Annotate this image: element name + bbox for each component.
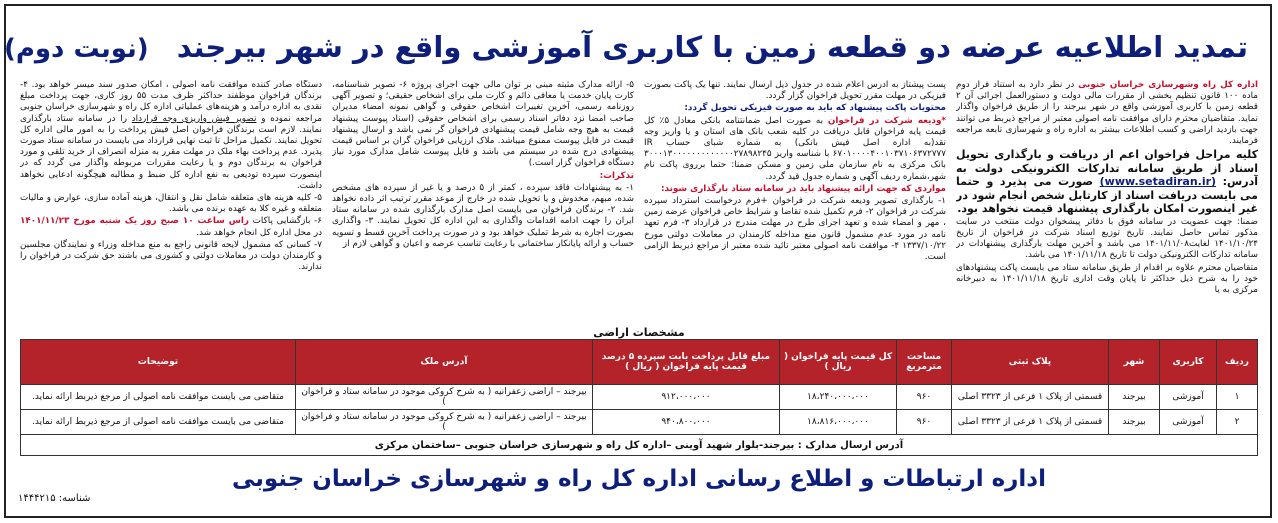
org-name: اداره کل راه وشهرسازی خراسان جنوبی	[1078, 80, 1258, 90]
table-cell: ۹۱۲،۰۰۰،۰۰۰	[593, 385, 780, 410]
table-cell: ۱	[1217, 385, 1258, 410]
upload-heading: مواردی که جهت ارائه پیشنهاد باید در سامانه ستاد بارگذاری شوند:	[661, 183, 946, 194]
col2-post: پست پیشتاز به آدرس اعلام شده در جدول ذیل ارسال نمایند. تنها یک پاکت بصورت فیزیکی در مهلت مقرر تحویل فراخوان گزار گردد.	[644, 80, 946, 102]
col4-p1: دستگاه صادر کننده موافقت نامه اصولی ، امکان صدور سند میسر خواهد بود. ۴- برندگان فراخوان موظفند حداکثر ظرف مدت ۵۵ روز کاری، جهت پرداخت مبلغ نقدی به اداره درآمد و هزینه‌های عملیاتی اداره کل راه و شهرسازی خراسان جنوبی مراجعه نموده و	[20, 80, 322, 124]
table-title: مشخصات اراضی	[593, 326, 685, 339]
deposit-text: به صورت اصل ضمانتنامه بانکی معادل ۵٪ کل قیمت پایه فراخوان قابل دریافت در کلیه شعب بانک های استان و یا واریز وجه نقد(به اداره اصل فیش بانکی) به شماره شبای حساب IR ۶۷۰۱۰۰۰۰۴۰۰۱۰۳۷۱۰۶۳۷۲۷۷۷ با شناسه واریز ۳۰۰۰۱۳۰۰۰۰۰۰۰۰۰۰۰۰۰۲۷۸۹۸۲۴۵ بانک مرکزی به نام سازمان ملی زمین و مسکن ضمنا: حتما برروی پاکت نام شهر،شماره ردیف آگهی و شماره جدول قید گردد.	[644, 115, 946, 182]
col3-docs: ۵- ارائه مدارک مثبته مبنی بر توان مالی جهت اجرای پروژه ۶- تصویر شناسنامه، کارت پایان خدمت یا معافی دائم و کارت ملی برای اشخاص حقیقی؛ و تصویر آگهی روزنامه رسمی، آخرین تغییرات اشخاص حقوقی و گواهی نمونه امضاء مدیران صاحب امضا نزد دفاتر اسناد رسمی برای اشخاص حقوقی (اسناد پیوست پیشنهاد قیمت به هیچ وجه شامل قیمت پیشنهادی فراخوان گر نمی باشد و ارسال پیشنهاد قیمت در فایل پیوست ممنوع میباشد. ملاک ارزیابی فراخوان گران بر اساس قیمت پیشنهادی درج شده در سیستم می باشد و فایل پیوست شامل مدارک مورد نیاز دستگاه فراخوان گزار است.)	[332, 80, 634, 169]
table-cell: ۹۴۰،۸۰۰،۰۰۰	[593, 410, 780, 435]
submission-address: آدرس ارسال مدارک : بیرجند-بلوار شهید آوینی –اداره کل راه و شهرسازی خراسان جنوبی –ساختمان مرکزی	[21, 435, 1258, 456]
col4-opening-pre: ۶- بازگشایی پاکات	[252, 216, 322, 227]
col-header: توضیحات	[21, 340, 296, 385]
table-row	[21, 385, 1258, 410]
ad-title	[4, 30, 1248, 64]
col2-contents-heading: محتویات پاکت پیشنهاد که باید به صورت فیزیکی تحویل گردد:	[684, 103, 946, 114]
col-header: مساحت مترمربع	[897, 340, 952, 385]
table-cell: بیرجند – اراضی زعفرانیه ( به شرح کروکی موجود در سامانه ستاد و فراخوان )	[296, 385, 593, 410]
notes-text: ۱- به پیشنهادات فاقد سپرده ، کمتر از ۵ درصد و یا غیر از سپرده های مشخص شده، مبهم، مخدوش و یا تحویل شده در خارج از موعد مقرر ترتیب اثر داده نخواهد شد. ۲- برندگان فراخوان می بایست اصل مدارک بارگذاری شده در سامانه ستاد ایران را جهت ادامه اقدامات واگذاری به این اداره کل تحویل نمایند. ۳- واگذاری بصورت اجاره به شرط تملیک خواهد بود و در صورت پرداخت آخرین قسط و تسویه حساب و ارائه پایانکار ساختمانی با رعایت تناسب عرصه و اعیان و گواهی لازم از	[332, 182, 634, 249]
col-header: کاربری	[1160, 340, 1217, 385]
notes-heading: تذکرات:	[599, 170, 634, 181]
table-cell: قسمتی از پلاک ۱ فرعی از ۳۳۲۳ اصلی	[952, 385, 1109, 410]
table-row	[21, 410, 1258, 435]
col-header: پلاک ثبتی	[952, 340, 1109, 385]
col1-steps-heading: کلیه مراحل فراخوان اعم از دریافت و بارگذاری تحویل اسناد از طریق سامانه تدارکات الکترونیکی دولت به آدرس:	[956, 148, 1258, 189]
col4-p1b: را در سامانه ستاد بارگذاری نمایند. لازم است برندگان فراخوان اصل فیش پرداخت را به امور مالی اداره کل تحویل نمایند. تکمیل مراحل تا ثبت نهایی قرارداد می بایست در سامانه ستاد صورت پذیرد. عدم پرداخت بهاء ملک در مهلت مقرر به منزله انصراف از خرید تلقی و مورد فراخوان به برندگان دوم و یا رعایت مقررات مربوطه واگذار می گردد که در اینصورت سپرده تودیعی به نفع اداره کل ضبط و مطالبه هیچگونه ادعایی نخواهد داشت.	[20, 113, 322, 191]
setadiran-link[interactable]: (www.setadiran.ir)	[1099, 175, 1217, 189]
upload-items: ۱- بارگذاری تصویر ودیعه شرکت در فراخوان +فرم درخواست استرداد سپرده شرکت در فراخوان ۲- فرم تکمیل شده تقاضا و شرایط خاص فراخوان عرضه زمین ، مهر و امضاء شده و تعهد اجرای طرح در مهلت مندرج در قرارداد ۳- فرم تعهد نامه در مورد عدم مشمول قانون منع مداخله کارمندان در معاملات دولتی مورخ ۱۳۳۷/۱۰/۲۲ ۴- موافقت نامه اصولی معتبر تائید شده معتبر از مراجع ذیربط الزامی است.	[644, 196, 946, 263]
col4-costs: ۵- کلیه هزینه های متعلقه شامل نقل و انتقال، هزینه آماده سازی، عوارض و مالیات متعلقه و غیره کلا به عهده برنده می باشد.	[20, 193, 322, 215]
col-header: ردیف	[1217, 340, 1258, 385]
table-cell: متقاضی می بایست موافقت نامه اصولی از مرجع ذیربط ارائه نماید.	[21, 410, 296, 435]
column-4	[20, 80, 322, 322]
col1-delivery: متقاضیان محترم علاوه بر اقدام از طریق سامانه ستاد می بایست پاکت پیشنهادهای خود را به شرح ذیل حداکثر تا پایان وقت اداری تاریخ ۱۴۰۱/۱۱/۱۸ به دبیرخانه مرکزی به یا	[956, 262, 1258, 295]
table-cell: بیرجند	[1109, 385, 1160, 410]
col-header: شهر	[1109, 340, 1160, 385]
table-cell: متقاضی می بایست موافقت نامه اصولی از مرجع ذیربط ارائه نماید.	[21, 385, 296, 410]
column-2	[644, 80, 946, 322]
table-cell: ۲	[1217, 410, 1258, 435]
table-cell: ۹۶۰	[897, 385, 952, 410]
table-cell: قسمتی از پلاک ۱ فرعی از ۳۳۲۳ اصلی	[952, 410, 1109, 435]
col4-p1-underlined: تصویر فیش واریزی وجه قرارداد	[131, 113, 257, 124]
address-row	[21, 435, 1258, 456]
col-header: آدرس ملک	[296, 340, 593, 385]
table-header-row	[21, 340, 1258, 385]
col4-exclusion: ۷- کسانی که مشمول لایحه قانونی راجع به منع مداخله وزراء و نمایندگان مجلسین و کارمندان دولت در معاملات دولتی و کشوری می باشند حق شرکت در فراخوان را ندارند.	[20, 239, 322, 273]
table-cell: ۱۸،۲۴۰،۰۰۰،۰۰۰	[780, 385, 897, 410]
col1-steps-cont: صورت می پذیرد و حتما می بایست دریافت اسناد از کارتابل شخص انجام شود در غیر اینصورت امکان بارگذاری پیشنهاد قیمت نخواهد بود.	[956, 175, 1258, 216]
table-cell: آموزشی	[1160, 410, 1217, 435]
column-3	[332, 80, 634, 322]
col-header: کل قیمت پایه فراخوان ( ریال )	[780, 340, 897, 385]
col1-dates: ضمنا: جهت عضویت در سامانه فوق با دفاتر پیشخوان دولت منتخب در سایت مذکور تماس حاصل نمایند. تاریخ توزیع اسناد شرکت در فراخوان از تاریخ ۱۴۰۱/۱۰/۲۴ لغایت۱۴۰۱/۱۱/۰۸ می باشد و آخرین مهلت بارگذاری پیشنهادات در سامانه تدارکات الکترونیکی دولت تا تاریخ ۱۴۰۱/۱۱/۱۸ می باشد.	[956, 216, 1258, 261]
serial-id: شناسه: ۱۴۴۴۲۱۵	[18, 493, 91, 504]
title-text: تمدید اطلاعیه عرضه دو قطعه زمین با کاربری آموزشی واقع در شهر بیرجند	[176, 30, 1248, 64]
col4-opening-post: در محل اداره کل انجام خواهد شد.	[196, 227, 322, 238]
turn-badge: (نوبت دوم)	[3, 34, 149, 64]
col-header: مبلغ قابل پرداخت بابت سپرده ۵ درصد قیمت پایه فراخوان ( ریال )	[593, 340, 780, 385]
opening-datetime: راس ساعت ۱۰ صبح روز یک شنبه مورخ ۱۴۰۱/۱۱/۲۳	[20, 216, 249, 227]
column-1	[956, 80, 1258, 322]
table-cell: ۱۸،۸۱۶،۰۰۰،۰۰۰	[780, 410, 897, 435]
table-cell: ۹۶۰	[897, 410, 952, 435]
footer-department: اداره ارتباطات و اطلاع رسانی اداره کل راه و شهرسازی خراسان جنوبی	[231, 466, 1046, 492]
land-spec-table	[20, 339, 1258, 456]
body-columns	[20, 80, 1258, 322]
deposit-heading: *ودیعه شرکت در فراخوان	[827, 115, 946, 126]
col1-intro: در نظر دارد به استناد فراز دوم ماده ۱۰۰ قانون تنظیم بخشی از مقررات مالی دولت و دستورالعمل اجرائی آن ۲ قطعه زمین با کاربری آموزشی واقع در شهر بیرجند را از طریق فراخوان واگذار نماید. متقاضیان محترم دارای موافقت نامه اصولی معتبر از مراجع ذیربط می توانند جهت بازدید اراضی و کسب اطلاعات بیشتر به اداره راه و شهرسازی تابعه مراجعه فرمایند.	[956, 80, 1258, 147]
table-cell: بیرجند – اراضی زعفرانیه ( به شرح کروکی موجود در سامانه ستاد و فراخوان )	[296, 410, 593, 435]
table-cell: آموزشی	[1160, 385, 1217, 410]
table-cell: بیرجند	[1109, 410, 1160, 435]
